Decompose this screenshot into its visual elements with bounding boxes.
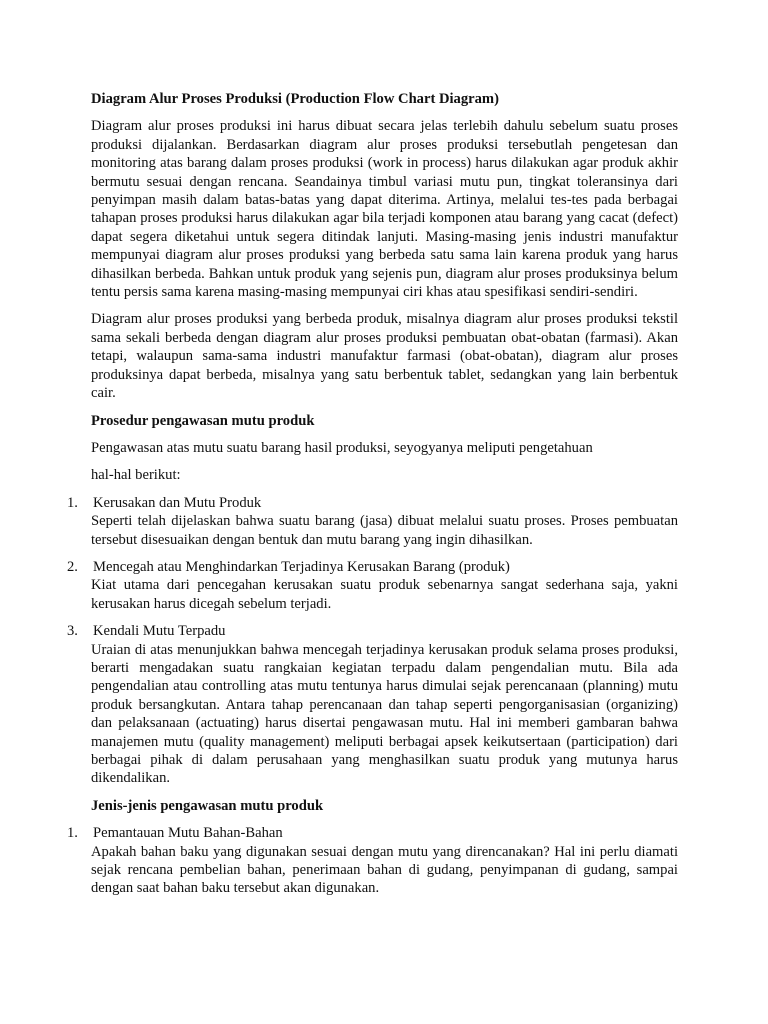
list-item-title: Kendali Mutu Terpadu	[93, 623, 226, 640]
paragraph-flow-chart-intro: Diagram alur proses produksi ini harus dibuat secara jelas terlebih dahulu sebelum suatu proses produksi dijalankan. Berdasarkan diagram alur proses produksi tersebutlah pengetesan dan monitoring atas barang dalam proses produksi (work in process) harus dilakukan agar produk akhir bermutu sesuai dengan rencana. Seandainya timbul variasi mutu pun, tingkat toleransinya dari penyimpan masih dalam batas-batas yang dapat diterima. Artinya, melalui tes-tes pada berbagai tahapan proses produksi harus dilakukan agar bila terjadi komponen atau barang yang cacat (defect) dapat segera diketahui untuk segera ditindak lanjuti. Masing-masing jenis industri manufaktur mempunyai diagram alur proses produksi yang berbeda satu sama lain karena produk yang harus dihasilkan berbeda. Bahkan untuk produk yang sejenis pun, diagram alur proses produksinya belum tentu persis sama karena masing-masing mempunyai ciri khas atau spesifikasi sendiri-sendiri.	[91, 118, 678, 301]
section-heading-quality-types: Jenis-jenis pengawasan mutu produk	[91, 797, 324, 814]
paragraph-flow-chart-example: Diagram alur proses produksi yang berbeda produk, misalnya diagram alur proses produksi tekstil sama sekali berbeda dengan diagram alur proses produksi pembuatan obat-obatan (farmasi). Akan tetapi, walaupun sama-sama industri manufaktur farmasi (obat-obatan), diagram alur proses produksinya dapat berbeda, misalnya yang satu berbentuk tablet, sedangkan yang lain berbentuk cair.	[91, 311, 678, 402]
list-item-title: Mencegah atau Menghindarkan Terjadinya Kerusakan Barang (produk)	[93, 558, 510, 575]
list-item-title: Kerusakan dan Mutu Produk	[93, 494, 262, 511]
list-item-number: 2.	[67, 558, 78, 575]
list-item	[67, 494, 678, 549]
list-quality-types	[67, 824, 678, 898]
document-page	[67, 90, 678, 907]
list-item	[67, 558, 678, 613]
list-item-body: Kiat utama dari pencegahan kerusakan suatu produk sebenarnya sangat sederhana saja, yakni kerusakan harus dicegah sebelum terjadi.	[91, 577, 678, 612]
section-heading-flow-chart: Diagram Alur Proses Produksi (Production Flow Chart Diagram)	[91, 91, 499, 107]
list-item-number: 1.	[67, 825, 78, 842]
list-item-body: Apakah bahan baku yang digunakan sesuai dengan mutu yang direncanakan? Hal ini perlu diamati sejak rencana pembelian bahan, penerimaan bahan di gudang, penyimpanan di gudang, sampai dengan saat bahan baku tersebut akan digunakan.	[91, 843, 678, 897]
list-item-number: 1.	[67, 494, 78, 511]
list-item-title: Pemantauan Mutu Bahan-Bahan	[93, 825, 283, 842]
paragraph-quality-intro: Pengawasan atas mutu suatu barang hasil produksi, seyogyanya meliputi pengetahuan	[91, 439, 593, 456]
list-item-number: 3.	[67, 623, 78, 640]
section-heading-quality-procedure: Prosedur pengawasan mutu produk	[91, 412, 315, 429]
paragraph-quality-intro-continued: hal-hal berikut:	[91, 467, 181, 484]
list-item	[67, 622, 678, 788]
list-item-body: Seperti telah dijelaskan bahwa suatu barang (jasa) dibuat melalui suatu proses. Proses pembuatan tersebut disesuaikan dengan bentuk dan mutu barang yang ingin dihasilkan.	[91, 513, 678, 548]
list-item-body: Uraian di atas menunjukkan bahwa mencegah terjadinya kerusakan produk selama proses produksi, berarti mengadakan suatu rangkaian kegiatan terpadu dalam pengendalian mutu. Bila ada pengendalian atau controlling atas mutu tentunya harus dimulai sejak perencanaan (planning) mutu produk bersangkutan. Antara tahap perencanaan dan tahap seperti pengorganisasian (organizing) dan pelaksanaan (actuating) harus disertai pengawasan mutu. Hal ini memberi gambaran bahwa manajemen mutu (quality management) meliputi berbagai apsek keikutsertaan (participation) dari berbagai pihak di dalam perusahaan yang menghasilkan suatu produk yang mutunya harus dikendalikan.	[91, 641, 678, 787]
list-quality-procedure	[67, 494, 678, 788]
list-item	[67, 824, 678, 898]
